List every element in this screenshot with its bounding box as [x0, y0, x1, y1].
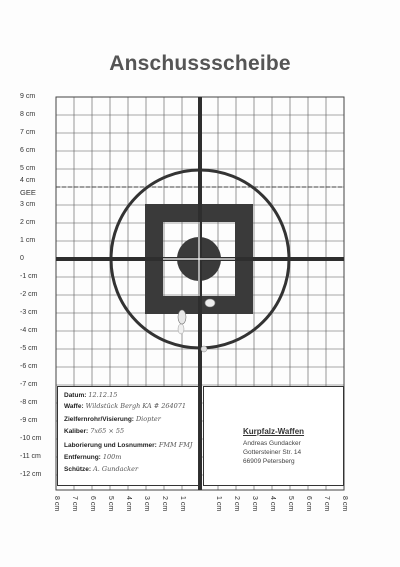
- y-axis-label: -1 cm: [20, 273, 38, 280]
- entfernung-row: Entfernung: 100m: [64, 453, 122, 461]
- x-axis-label: 1 cm: [179, 496, 186, 512]
- x-axis-label: 2 cm: [161, 496, 168, 512]
- y-axis-label: 6 cm: [20, 147, 36, 154]
- x-axis-label: 8 cm: [53, 496, 60, 512]
- y-axis-label: -8 cm: [20, 399, 38, 406]
- y-axis-label: -3 cm: [20, 309, 38, 316]
- datum-row: Datum: 12.12.15: [64, 391, 118, 399]
- x-axis-label: 3 cm: [251, 496, 258, 512]
- schuetze-row: Schütze: A. Gundacker: [64, 465, 139, 473]
- x-axis-label: 6 cm: [89, 496, 96, 512]
- y-axis-label: -9 cm: [20, 417, 38, 424]
- waffe-row: Waffe: Wildstück Bergh KA # 264071: [64, 402, 187, 410]
- kaliber-row: Kaliber: 7x65 × 55: [64, 427, 125, 435]
- x-axis-label: 4 cm: [125, 496, 132, 512]
- x-axis-label: 8 cm: [341, 496, 348, 512]
- y-axis-label: 2 cm: [20, 219, 36, 226]
- y-axis-label: 9 cm: [20, 93, 36, 100]
- stamp-name: Andreas Gundacker: [243, 440, 301, 447]
- y-axis-label: -12 cm: [20, 471, 42, 478]
- x-axis-label: 7 cm: [71, 496, 78, 512]
- y-axis-label: GEE: [20, 188, 36, 197]
- y-axis-label: -10 cm: [20, 435, 42, 442]
- optik-row: Zielfernrohr/Visierung: Diopter: [64, 415, 161, 423]
- y-axis-label: -7 cm: [20, 381, 38, 388]
- dealer-stamp-box: [203, 386, 344, 486]
- stamp-street: Gottersteiner Str. 14: [243, 449, 302, 456]
- y-axis-label: 7 cm: [20, 129, 36, 136]
- y-axis-label: 1 cm: [20, 237, 36, 244]
- x-axis-label: 4 cm: [269, 496, 276, 512]
- x-axis-label: 6 cm: [305, 496, 312, 512]
- y-axis-label: 8 cm: [20, 111, 36, 118]
- x-axis-label: 5 cm: [107, 496, 114, 512]
- y-axis-label: 3 cm: [20, 201, 36, 208]
- x-axis-label: 5 cm: [287, 496, 294, 512]
- x-axis-label: 3 cm: [143, 496, 150, 512]
- laborierung-row: Laborierung und Losnummer: FMM FMJ: [64, 441, 193, 449]
- y-axis-label: -4 cm: [20, 327, 38, 334]
- page-title: Anschussscheibe: [109, 52, 291, 75]
- x-axis-label: 1 cm: [215, 496, 222, 512]
- y-axis-label: -6 cm: [20, 363, 38, 370]
- y-axis-label: 0: [20, 255, 24, 262]
- stamp-company: Kurpfalz-Waffen: [243, 427, 305, 436]
- shot-info-box: [57, 386, 199, 486]
- x-axis-label: 7 cm: [323, 496, 330, 512]
- y-axis-label: 5 cm: [20, 165, 36, 172]
- y-axis-label: -5 cm: [20, 345, 38, 352]
- y-axis-label: 4 cm: [20, 177, 36, 184]
- y-axis-label: -2 cm: [20, 291, 38, 298]
- y-axis-label: -11 cm: [20, 453, 41, 460]
- stamp-city: 66909 Petersberg: [243, 458, 295, 465]
- x-axis-label: 2 cm: [233, 496, 240, 512]
